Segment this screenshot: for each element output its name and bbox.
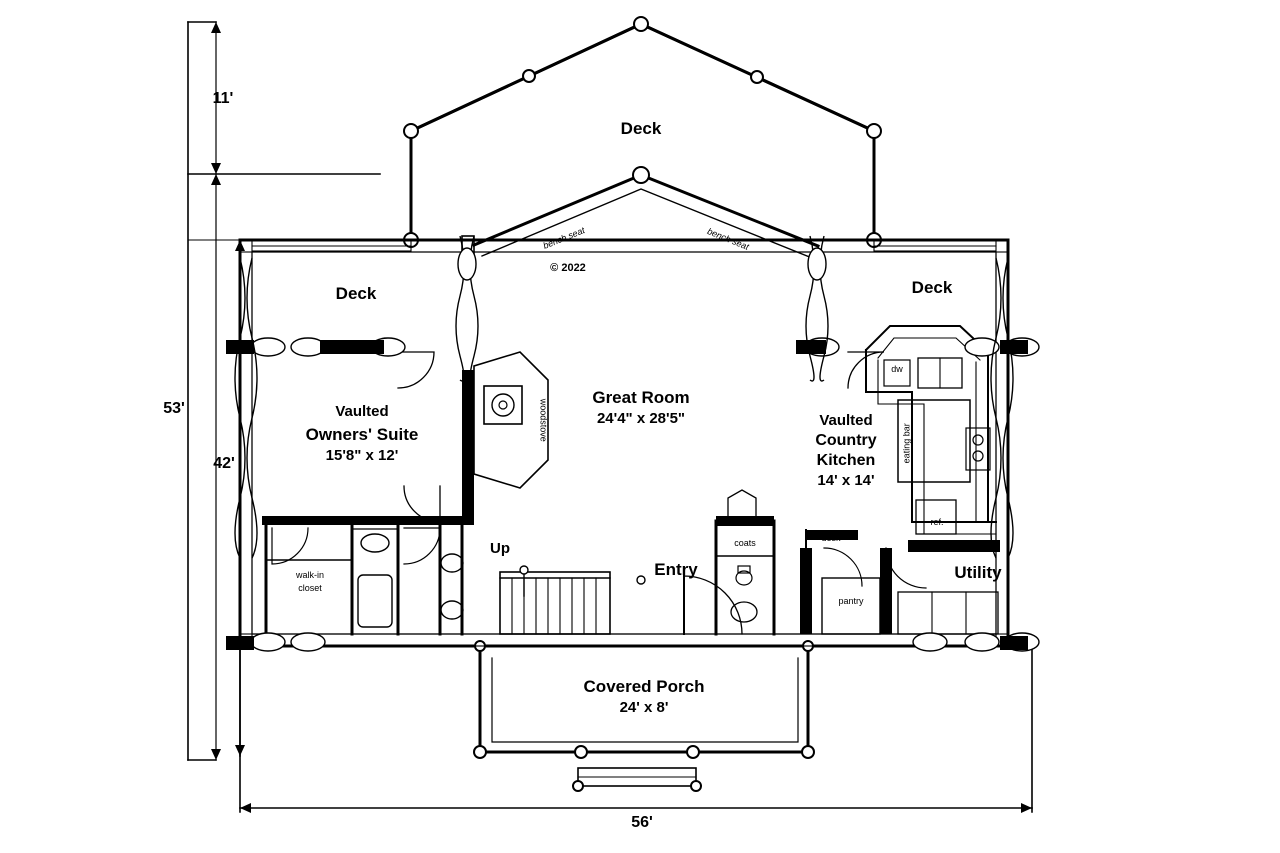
room-dim-great-room: 24'4" x 28'5" <box>596 410 686 427</box>
room-label-deck-left: Deck <box>335 284 377 303</box>
refrigerator-label: ref. <box>930 517 944 527</box>
dimension-label-overall-left: 53' <box>163 400 185 417</box>
pantry-label: pantry <box>838 596 864 606</box>
eating-bar-label: eating bar <box>901 423 912 464</box>
room-label-great-room: Great Room <box>592 388 690 407</box>
room-dim-covered-porch: 24' x 8' <box>619 699 669 716</box>
copyright-label: © 2022 <box>550 262 586 274</box>
room-label-deck-right: Deck <box>911 278 953 297</box>
room-label-kitchen-line2: Kitchen <box>816 452 876 469</box>
room-label-utility: Utility <box>954 563 1002 582</box>
room-label-owners-suite: Owners' Suite <box>305 425 419 444</box>
dimension-label-bottom: 56' <box>631 814 653 831</box>
room-prefix-kitchen: Vaulted <box>819 412 873 429</box>
bench-seat-label-left: bench seat <box>541 225 587 251</box>
stairs-up-label: Up <box>490 540 510 557</box>
room-label-deck-top: Deck <box>620 119 662 138</box>
desk-label: desk <box>821 533 841 543</box>
walk-in-closet-label-line1: walk-in <box>295 570 324 580</box>
room-label-entry: Entry <box>654 560 698 579</box>
room-label-covered-porch: Covered Porch <box>583 677 705 696</box>
woodstove-label: woodstove <box>538 398 549 442</box>
room-dim-owners-suite: 15'8" x 12' <box>325 447 399 464</box>
dimension-label-upper-left: 11' <box>212 90 234 107</box>
room-prefix-owners-suite: Vaulted <box>335 403 389 420</box>
dimension-label-inner-left: 42' <box>213 455 235 472</box>
room-dim-kitchen: 14' x 14' <box>817 472 875 489</box>
dishwasher-label: dw <box>891 364 903 374</box>
walk-in-closet-label-line2: closet <box>298 583 322 593</box>
room-label-kitchen-line1: Country <box>815 432 877 449</box>
bench-seat-label-right: bench seat <box>705 226 751 252</box>
coats-label: coats <box>734 538 756 548</box>
